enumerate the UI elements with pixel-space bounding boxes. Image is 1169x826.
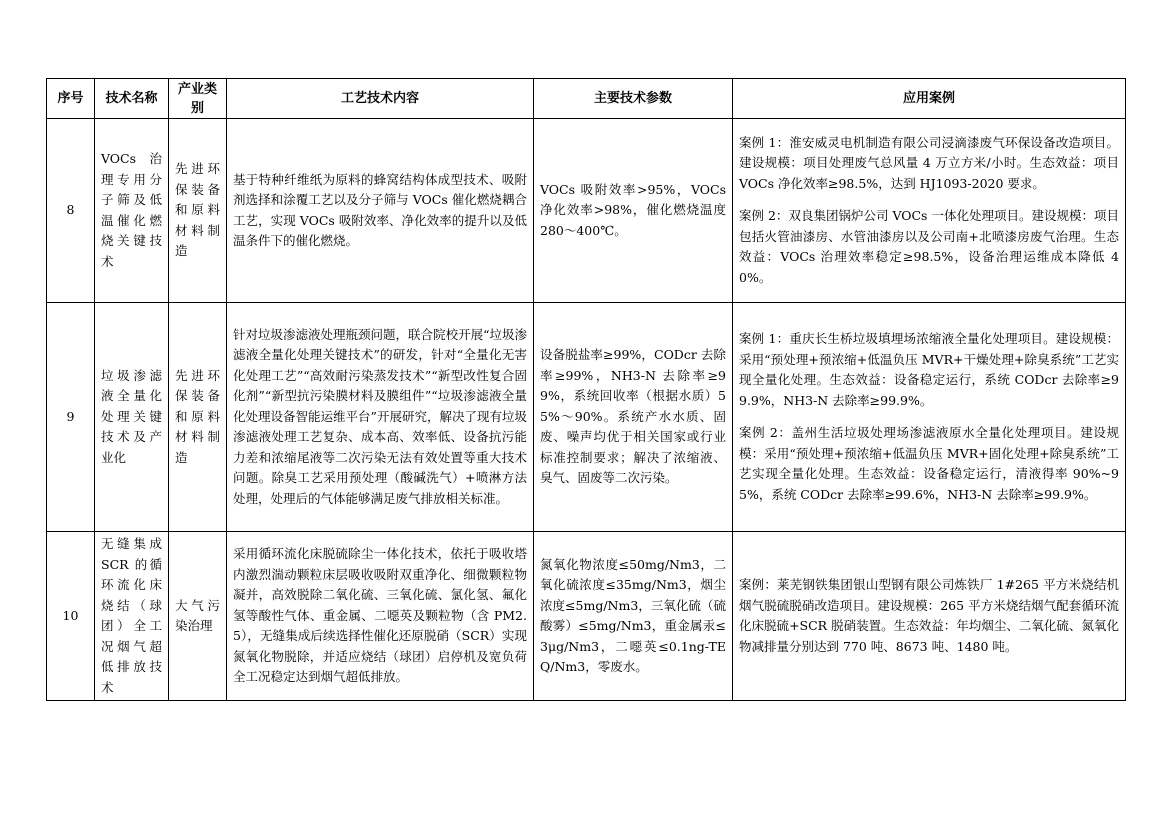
table-row — [47, 532, 1126, 701]
row-industry: 先进环保装备和原料材料制造 — [169, 303, 227, 532]
header-content: 工艺技术内容 — [227, 79, 534, 119]
case-2: 案例 2：双良集团锅炉公司 VOCs 一体化处理项目。建设规模：项目包括火管油漆房、水管油漆房以及公司南+北喷漆房废气治理。生态效益：VOCs 治理效率稳定≥98.5%，设备治理运维成本降低 40%。 — [739, 208, 1119, 285]
row-cases — [733, 119, 1126, 303]
case-1: 案例 1：淮安威灵电机制造有限公司浸滴漆废气环保设备改造项目。建设规模：项目处理废气总风量 4 万立方米/小时。生态效益：项目 VOCs 净化效率≥98.5%，达到 HJ1093-2020 要求。 — [739, 134, 1119, 191]
row-industry: 大气污染治理 — [169, 532, 227, 701]
case-2: 案例 2：盖州生活垃圾处理场渗滤液原水全量化处理项目。建设规模：采用“预处理+预浓缩+低温负压 MVR+固化处理+除臭系统”工艺实现全量化处理。生态效益：设备稳定运行，清液得率 90%~95%，系统 CODcr 去除率≥99.6%，NH3-N 去除率≥99.9%。 — [739, 425, 1119, 502]
header-row — [47, 79, 1126, 119]
row-industry: 先进环保装备和原料材料制造 — [169, 119, 227, 303]
row-content: 基于特种纤维纸为原料的蜂窝结构体成型技术、吸附剂选择和涂覆工艺以及分子筛与 VOCs 催化燃烧耦合工艺，实现 VOCs 吸附效率、净化效率的提升以及低温条件下的催化燃烧。 — [227, 119, 534, 303]
row-index: 8 — [47, 119, 95, 303]
header-tech-name — [95, 79, 169, 119]
case-1: 案例 1：重庆长生桥垃圾填埋场浓缩液全量化处理项目。建设规模：采用“预处理+预浓缩+低温负压 MVR+干燥处理+除臭系统”工艺实现全量化处理。生态效益：设备稳定运行，系统 CODcr 去除率≥99.9%，NH3-N 去除率≥99.9%。 — [739, 331, 1119, 408]
row-index: 10 — [47, 532, 95, 701]
table-row — [47, 119, 1126, 303]
row-tech-name: 无缝集成 SCR 的循环流化床烧结（球团）全工况烟气超低排放技术 — [95, 532, 169, 701]
row-content: 针对垃圾渗滤液处理瓶颈问题，联合院校开展“垃圾渗滤液全量化处理关键技术”的研发，针对“全量化无害化处理工艺”“高效耐污染蒸发技术”“新型改性复合固化剂”“新型抗污染膜材料及膜组件”“垃圾渗滤液全量化处理设备智能运维平台”开展研究，解决了现有垃圾渗滤液处理工艺复杂、成本高、效率低、设备抗污能力差和浓缩尾液等二次污染无法有效处置等重大技术问题。除臭工艺采用预处理（酸碱洗气）+喷淋方法处理，处理后的气体能够满足废气排放相关标准。 — [227, 303, 534, 532]
header-industry-text: 产业类别 — [177, 81, 217, 116]
header-cases: 应用案例 — [733, 79, 1126, 119]
row-index: 9 — [47, 303, 95, 532]
row-tech-name: 垃圾渗滤液全量化处理关键技术及产业化 — [95, 303, 169, 532]
row-cases — [733, 303, 1126, 532]
row-params: 设备脱盐率≥99%，CODcr 去除率≥99%，NH3-N 去除率≥99%，系统回收率（根据水质）55%～90%。系统产水水质、固废、噪声均优于相关国家或行业标准控制要求；解决了浓缩液、臭气、固废等二次污染。 — [534, 303, 733, 532]
row-tech-name: VOCs 治理专用分子筛及低温催化燃烧关键技术 — [95, 119, 169, 303]
header-params: 主要技术参数 — [534, 79, 733, 119]
row-cases — [733, 532, 1126, 701]
row-params: 氮氧化物浓度≤50mg/Nm3，二氧化硫浓度≤35mg/Nm3，烟尘浓度≤5mg/Nm3，三氧化硫（硫酸雾）≤5mg/Nm3，重金属汞≤3μg/Nm3，二噁英≤0.1ng-TEQ/Nm3，零废水。 — [534, 532, 733, 701]
technology-table — [46, 78, 1126, 701]
table-row — [47, 303, 1126, 532]
header-industry — [169, 79, 227, 119]
row-content: 采用循环流化床脱硫除尘一体化技术，依托于吸收塔内激烈湍动颗粒床层吸收吸附双重净化、细微颗粒物凝并，高效脱除二氧化硫、三氧化硫、氯化氢、氟化氢等酸性气体、重金属、二噁英及颗粒物（含 PM2.5），无缝集成后续选择性催化还原脱硝（SCR）实现氮氧化物脱除，并适应烧结（球团）启停机及宽负荷全工况稳定达到烟气超低排放。 — [227, 532, 534, 701]
case-1: 案例：莱芜钢铁集团银山型钢有限公司炼铁厂 1#265 平方米烧结机烟气脱硫脱硝改造项目。建设规模：265 平方米烧结烟气配套循环流化床脱硫+SCR 脱硝装置。生态效益：年均烟尘、二氧化硫、氮氧化物减排量分别达到 770 吨、8673 吨、1480 吨。 — [739, 577, 1119, 654]
row-params: VOCs 吸附效率>95%，VOCs 净化效率>98%，催化燃烧温度 280～400℃。 — [534, 119, 733, 303]
header-index: 序号 — [47, 79, 95, 119]
header-tech-name-text: 技术名称 — [105, 91, 158, 106]
